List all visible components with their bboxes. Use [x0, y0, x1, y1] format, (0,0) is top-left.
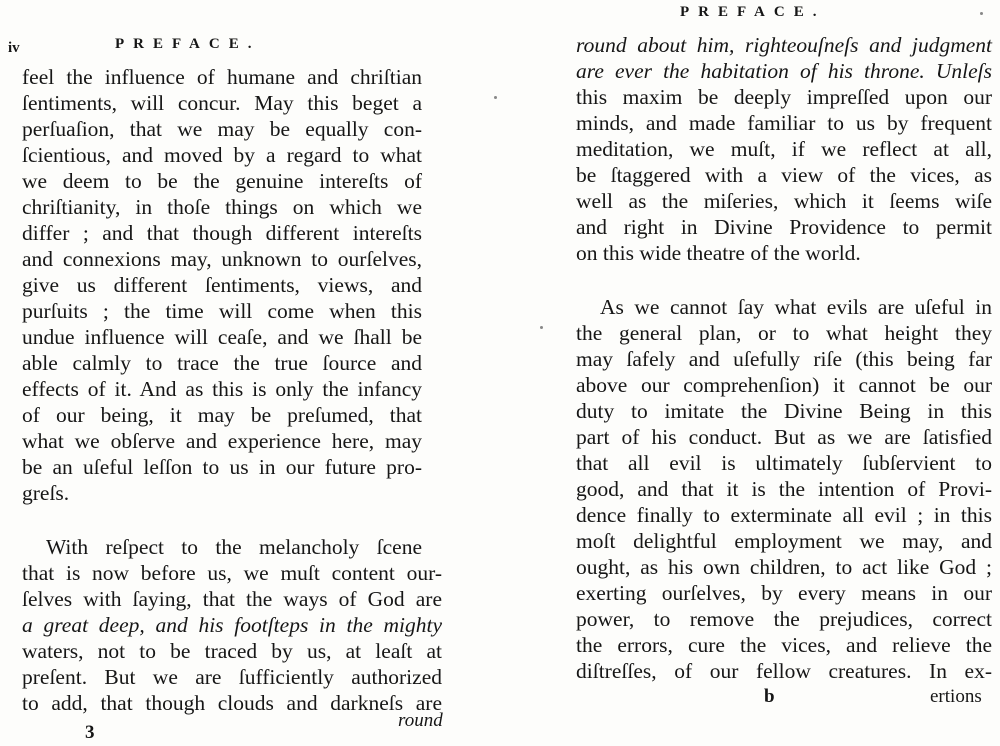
text-line: waters, not to be traced by us, at leaſt at: [22, 639, 442, 663]
text-line: this maxim be deeply impreſſed upon our: [576, 85, 992, 109]
text-line: on this wide theatre of the world.: [576, 241, 861, 265]
text-line: ſentiments, will concur. May this beget a: [22, 91, 422, 115]
text-line: able calmly to trace the true ſource and: [22, 351, 422, 375]
text-line: be an uſeful leſſon to us in our future pro-: [22, 455, 422, 479]
text-line: diſtreſſes, of our fellow creatures. In ex-: [576, 659, 992, 683]
text-line: ſelves with ſaying, that the ways of God are: [22, 587, 442, 611]
text-line: the general plan, or to what height they: [576, 321, 992, 345]
text-line: round about him, righteouſneſs and judgment: [576, 33, 992, 57]
signature-mark: b: [764, 686, 775, 707]
text-line: that all evil is ultimately ſubſervient to: [576, 451, 992, 475]
text-line: and right in Divine Providence to permit: [576, 215, 992, 239]
text-line: well as the miſeries, which it ſeems wiſe: [576, 189, 992, 213]
text-line: the errors, cure the vices, and relieve the: [576, 633, 992, 657]
catchword: ertions: [930, 686, 982, 707]
text-line: to add, that though clouds and darkneſs are: [22, 691, 442, 715]
text-line: perſuaſion, that we may be equally con-: [22, 117, 422, 141]
text-line: that is now before us, we muſt content our-: [22, 561, 442, 585]
text-line: are ever the habitation of his throne. Unleſs: [576, 59, 992, 83]
signature-mark: 3: [85, 722, 95, 743]
ink-speck: [494, 96, 497, 99]
text-line: duty to imitate the Divine Being in this: [576, 399, 992, 423]
left-page: [0, 0, 480, 746]
text-line: feel the influence of humane and chriſtian: [22, 65, 422, 89]
text-line: a great deep, and his footſteps in the mighty: [22, 613, 442, 637]
text-line: moſt delightful employment we may, and: [576, 529, 992, 553]
text-line: greſs.: [22, 481, 70, 505]
text-line: we deem to be the genuine intereſts of: [22, 169, 422, 193]
text-line: minds, and made familiar to us by frequent: [576, 111, 992, 135]
text-line: dence finally to exterminate all evil ; in this: [576, 503, 992, 527]
text-line: differ ; and that though different intereſts: [22, 221, 422, 245]
text-line: As we cannot ſay what evils are uſeful in: [600, 295, 992, 319]
text-line: exerting ourſelves, by every means in our: [576, 581, 992, 605]
text-line: effects of it. And as this is only the infancy: [22, 377, 422, 401]
running-head: PREFACE.: [680, 4, 826, 20]
text-line: and connexions may, unknown to ourſelves,: [22, 247, 422, 271]
text-line: purſuits ; the time will come when this: [22, 299, 422, 323]
ink-speck: [540, 326, 543, 329]
text-line: chriſtianity, in thoſe things on which we: [22, 195, 422, 219]
text-line: may ſafely and uſefully riſe (this being far: [576, 347, 992, 371]
text-line: ſcientious, and moved by a regard to what: [22, 143, 422, 167]
text-line: of our being, it may be preſumed, that: [22, 403, 422, 427]
text-line: what we obſerve and experience here, may: [22, 429, 422, 453]
text-line: preſent. But we are ſufficiently authorized: [22, 665, 442, 689]
text-line: good, and that it is the intention of Provi-: [576, 477, 992, 501]
text-line: undue influence will ceaſe, and we ſhall be: [22, 325, 422, 349]
running-head: PREFACE.: [115, 36, 261, 52]
text-line: above our comprehenſion) it cannot be our: [576, 373, 992, 397]
catchword: round: [398, 710, 443, 731]
text-line: ought, as his own children, to act like God ;: [576, 555, 992, 579]
right-page: [540, 0, 1000, 746]
text-line: With reſpect to the melancholy ſcene: [46, 535, 422, 559]
text-line: power, to remove the prejudices, correct: [576, 607, 992, 631]
text-line: give us different ſentiments, views, and: [22, 273, 422, 297]
ink-speck: [980, 12, 983, 15]
text-line: meditation, we muſt, if we reflect at all,: [576, 137, 992, 161]
page-number: iv: [8, 40, 20, 56]
text-line: be ſtaggered with a view of the vices, as: [576, 163, 992, 187]
text-line: part of his conduct. But as we are ſatisfied: [576, 425, 992, 449]
